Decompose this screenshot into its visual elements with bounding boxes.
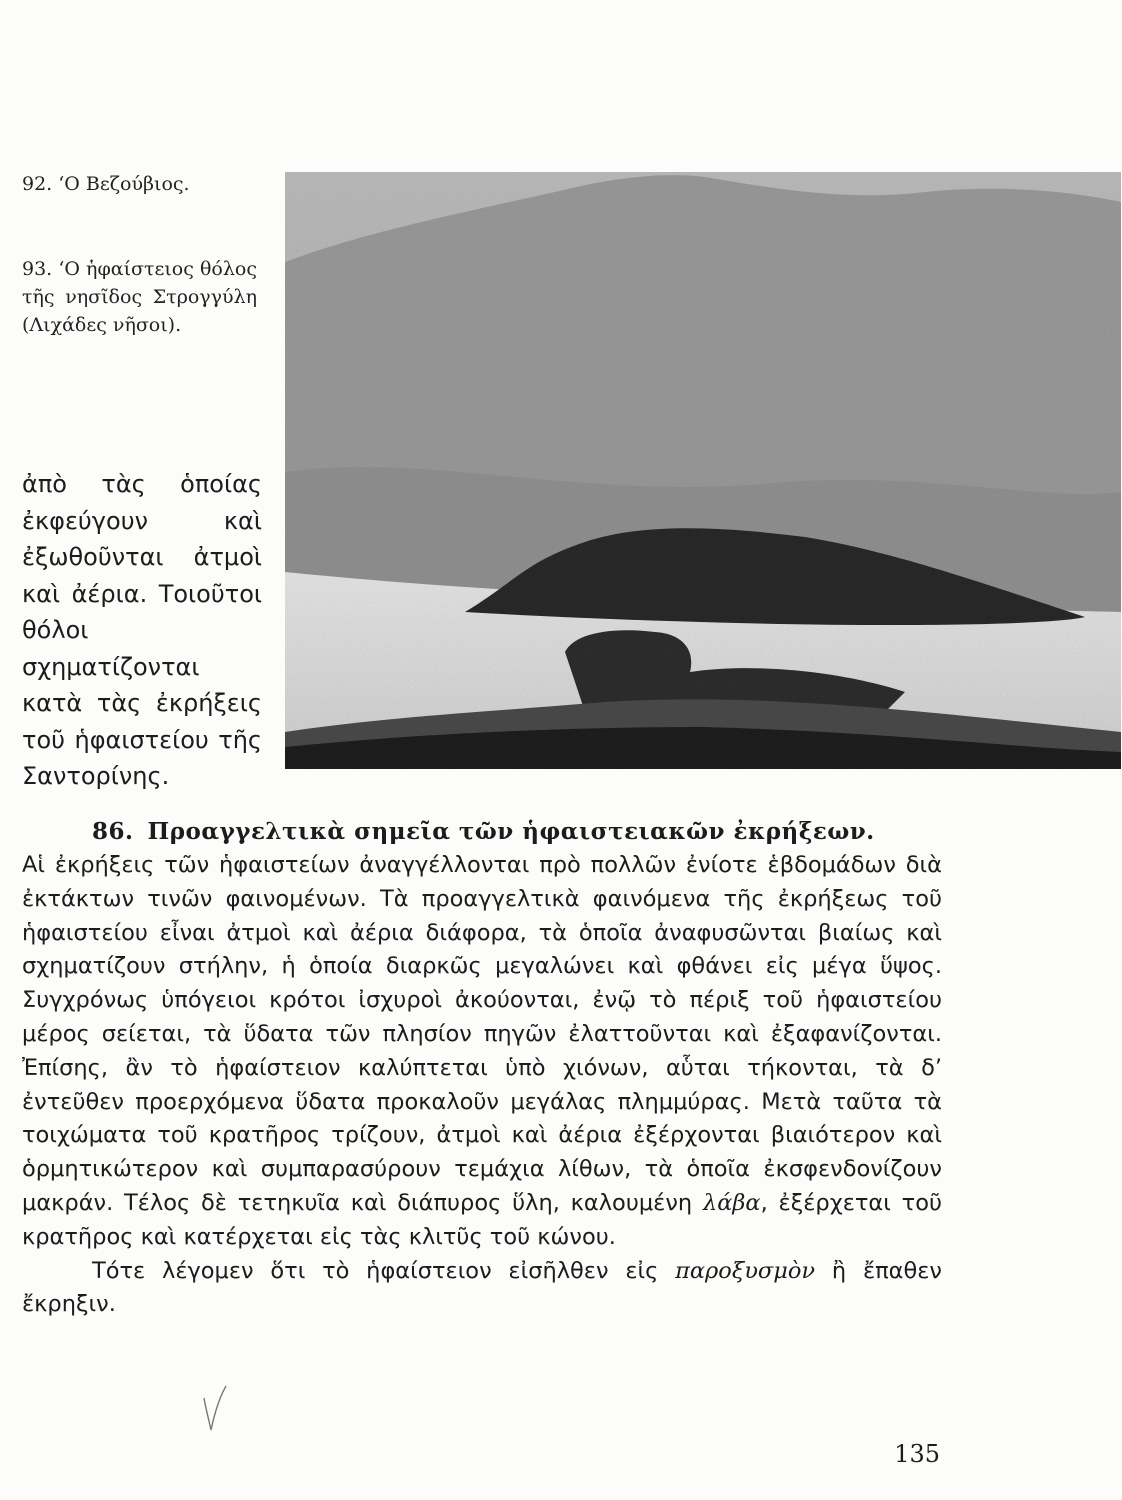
paragraph-1 (22, 849, 942, 1255)
section-title: Προαγγελτικὰ σημεῖα τῶν ἡφαιστειακῶν ἐκρήξεων. (147, 818, 875, 845)
paragraph-2-start: Τότε λέγομεν ὅτι τὸ ἡφαίστειον εἰσῆλθεν εἰς (92, 1257, 659, 1284)
figure-93-caption: 93. ‘Ο ἡφαίστειος θόλος τῆς νησῖδος Στρογγύλη (Λιχάδες νῆσοι). (22, 258, 257, 336)
paragraph-2 (22, 1255, 942, 1323)
paroxysm-term: παροξυσμὸν (675, 1257, 816, 1284)
paragraph-2-end: ἢ ἔπαθεν ἔκρηξιν. (22, 1257, 942, 1318)
lava-term: λάβα (702, 1189, 761, 1216)
figure-92-caption: 92. ‘Ο Βεζούβιος. (22, 173, 190, 195)
section-number: 86. (92, 818, 134, 845)
section-heading (22, 815, 942, 849)
page-number: 135 (894, 1440, 940, 1468)
paragraph-1-text: Αἱ ἐκρήξεις τῶν ἡφαιστείων ἀναγγέλλονται πρὸ πολλῶν ἐνίοτε ἑβδομάδων διὰ ἐκτάκτων τινῶν φαινομένων. Τὰ προαγγελτικὰ φαινόμενα τῆς ἐκρήξεως τοῦ ἡφαιστείου εἶναι ἀτμοὶ καὶ ἀέρια διάφορα, τὰ ὁποῖα ἀναφυσῶνται βιαίως καὶ σχηματίζουν στήλην, ἡ ὁποία διαρκῶς μεγαλώνει καὶ φθάνει εἰς μέγα ὕψος. Συγχρόνως ὑπόγειοι κρότοι ἰσχυροὶ ἀκούονται, ἐνῷ τὸ πέριξ τοῦ ἡφαιστείου μέρος σείεται, τὰ ὕδατα τῶν πλησίον πηγῶν ἐλαττοῦνται καὶ ἐξαφανίζονται. Ἐπίσης, ἂν τὸ ἡφαίστειον καλύπτεται ὑπὸ χιόνων, αὗται τήκονται, τὰ δ’ ἐντεῦθεν προερχόμενα ὕδατα προκαλοῦν μεγάλας πλημμύρας. Μετὰ ταῦτα τὰ τοιχώματα τοῦ κρατῆρος τρίζουν, ἀτμοὶ καὶ ἀέρια ἐξέρχονται βιαιότερον καὶ ὁρμητικώτερον καὶ συμπαρασύρουν τεμάχια λίθων, τὰ ὁποῖα ἐκσφενδονίζουν μακράν. Τέλος δὲ τετηκυῖα καὶ διάπυρος ὕλη, καλουμένη (22, 852, 942, 1216)
side-text: ἀπὸ τὰς ὁποίας ἐκφεύγουν καὶ ἐξωθοῦνται ἀτμοὶ καὶ ἀέρια. Τοιοῦτοι θόλοι σχηματίζονται κατὰ τὰς ἐκρήξεις τοῦ ἡφαιστείου τῆς Σαντορίνης. (22, 470, 262, 790)
main-body (22, 815, 942, 1322)
pencil-check-mark-icon (200, 1384, 230, 1434)
paragraph-1-end: , ἐξέρχεται τοῦ κρατῆρος καὶ κατέρχεται εἰς τὰς κλιτῦς τοῦ κώνου. (22, 1189, 942, 1250)
volcanic-island-photo (285, 172, 1121, 769)
